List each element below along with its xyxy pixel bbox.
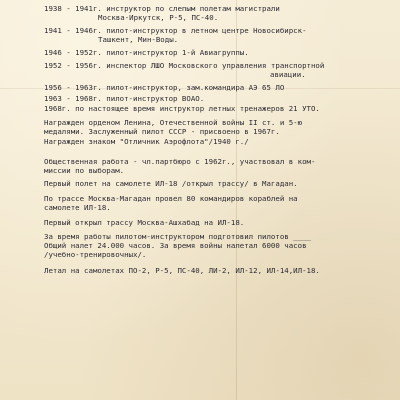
career-entry: 1956 - 1963г. пилот-инструктор, зам.командира АЭ 65 ЛО: [44, 83, 285, 92]
achievement-line: Летал на самолетах ПО-2, Р-5, ПС-40, ЛИ-2, ИЛ-12, ИЛ-14,ИЛ-18.: [44, 266, 320, 275]
achievement-line: Общественная работа - чл.партбюро с 1962г., участвовал в ком-: [44, 157, 316, 166]
career-entry: Москва-Иркутск, Р-5, ПС-40.: [98, 13, 219, 22]
achievement-line: Общий налет 24.000 часов. За время войны налетал 6000 часов: [44, 241, 307, 250]
career-entry: 1963 - 1968г. пилот-инструктор ВОАО.: [44, 94, 205, 103]
achievement-line: За время работы пилотом-инструктором подготовил пилотов ____: [44, 232, 311, 241]
achievement-line: миссии по выборам.: [44, 166, 125, 175]
career-entry: 1941 - 1946г. пилот-инструктор в летном центре Новосибирск-: [44, 26, 307, 35]
achievement-line: Первый открыл трассу Москва-Ашхабад на ИЛ-18.: [44, 218, 245, 227]
career-entry: Ташкент, Мин-Воды.: [98, 35, 179, 44]
achievement-line: /учебно-тренировочных/.: [44, 250, 147, 259]
achievement-line: самолете ИЛ-18.: [44, 203, 111, 212]
award-line: Награжден орденом Ленина, Отечественной войны II ст. и 5-ю: [44, 118, 303, 127]
achievement-line: Первый полет на самолете ИЛ-18 /открыл трассу/ в Магадан.: [44, 179, 298, 188]
career-entry: 1968г. по настоящее время инструктор летных тренажеров 21 УТО.: [44, 104, 320, 113]
career-entry: 1946 - 1952г. пилот-инструктор 1-й Авиагруппы.: [44, 48, 249, 57]
career-entry: 1938 - 1941г. инструктор по слепым полетам магистрали: [44, 4, 280, 13]
career-entry: 1952 - 1956г. инспектор ЛШО Московского управления транспортной: [44, 61, 325, 70]
award-line: медалями. Заслуженный пилот СССР - присвоено в 1967г.: [44, 127, 280, 136]
award-line: Награжден знаком "Отличник Аэрофлота"/1940 г./: [44, 137, 249, 146]
achievement-line: По трассе Москва-Магадан провел 80 командиров кораблей на: [44, 194, 298, 203]
career-entry: авиации.: [270, 70, 306, 79]
